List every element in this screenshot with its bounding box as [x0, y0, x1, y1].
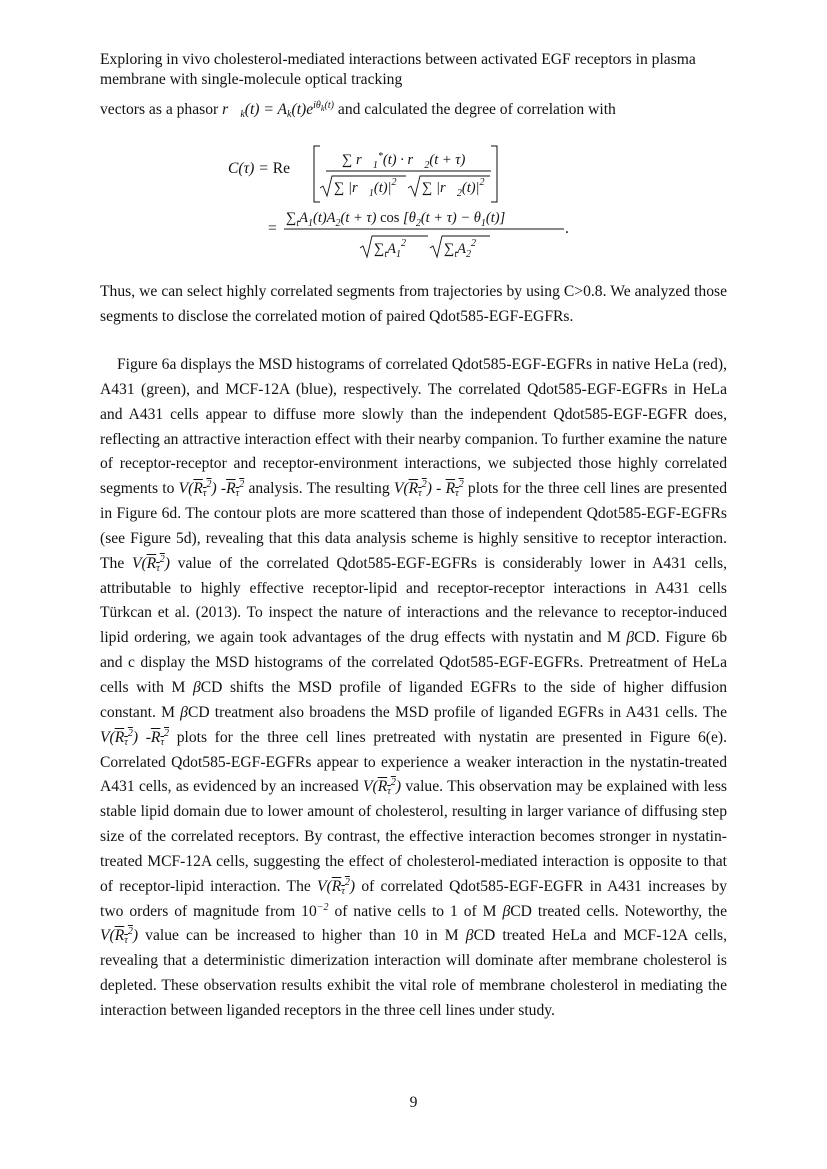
fraction1-denominator-b: ∑ $|r⃗_2(t)|^2$ — [422, 177, 485, 199]
paragraph-msd-analysis: Figure 6a displays the MSD histograms of correlated Qdot585-EGF-EGFRs in native HeLa (red), A431 (green), and MCF-12A (blue), respectively. The correlated Qdot585-EGF-EGFRs in HeLa and A431 cells appear to diffuse more slowly than the independent Qdot585-EGF-EGFR does, reflecting an attractive interaction effect with their nearby companion. To further examine the nature of receptor-receptor and receptor-environment interactions, we subjected those highly correlated segments to $V(R_\tau^2)$ $-R_\tau^2$ analysis. The resulting $V(R_\tau^2) - R_\tau^2$ plots for the three cell lines are presented in Figure 6d. The contour plots are more scattered than those of independent Qdot585-EGF-EGFRs (see Figure 5d), revealing that this data analysis scheme is highly sensitive to receptor interaction. The $V(R_\tau^2)$ value of the correlated Qdot585-EGF-EGFRs is considerably lower in A431 cells, attributable to highly effective receptor-lipid and receptor-receptor interactions in A431 cells Türkcan et al. (2013). To inspect the nature of interactions and the relevance to receptor-induced lipid ordering, we again took advantages of the drug effects with nystatin and M βCD. Figure 6b and c display the MSD histograms of the correlated Qdot585-EGF-EGFRs. Pretreatment of HeLa cells with M βCD shifts the MSD profile of liganded EGFRs to the side of higher diffusion constant. M βCD treatment also broadens the MSD profile of liganded EGFRs in A431 cells. The $V(R_\tau^2)$ $-R_\tau^2$ plots for the three cell lines pretreated with nystatin are presented in Figure 6(e). Correlated Qdot585-EGF-EGFRs appear to experience a weaker interaction in the nystatin-treated A431 cells, as evidenced by an increased $V(R_\tau^2)$ value. This observation may be explained with less stable lipid domain due to lower amount of cholesterol, resulting in larger variance of diffusing step size of the correlated receptors. By contrast, the effective interaction becomes stronger in nystatin-treated MCF-12A cells, suggesting the effect of cholesterol-mediated interaction is opposite to that of receptor-lipid interaction. The $V(R_\tau^2)$ of correlated Qdot585-EGF-EGFR in A431 increases by two orders of magnitude from $10^{-2}$ of native cells to 1 of M βCD treated cells. Noteworthy, the $V(R_\tau^2)$ value can be increased to higher than 10 in M βCD treated HeLa and MCF-12A cells, revealing that a deterministic dimerization interaction will dominate after membrane cholesterol is depleted. These observation results exhibit the vital role of membrane cholesterol in mediating the interaction between liganded receptors in the three cell lines under study. — [100, 356, 728, 1019]
variance-expression: $V(R_\tau^2)$ — [100, 727, 139, 748]
fraction1-denominator-a: ∑ $|r⃗_1(t)|^2$ — [334, 177, 397, 199]
text-run: Figure 6a displays the MSD histograms of correlated Qdot585-EGF-EGFRs in native HeLa (red), A431 (green), and MCF-12A (blue), respectively. The correlated Qdot585-EGF-EGFRs in HeLa and A431 cells appear to diffuse more slowly than the independent Qdot585-EGF-EGFR does, reflecting an attractive interaction effect with their nearby companion. To further examine the nature of receptor-receptor and receptor-environment interactions, we subjected those highly correlated segments to — [100, 356, 727, 498]
mean-expression: $R_\tau^2$ — [445, 479, 464, 500]
text-run: CD shifts the MSD profile of liganded EGFRs to the side of higher diffusion constant. M — [100, 678, 727, 721]
equation-lhs: C(τ) = Re — [228, 160, 291, 177]
variance-expression: $V(R_\tau^2)$ — [131, 553, 170, 574]
text-run: CD. Figure 6b and c display the MSD histograms of the correlated Qdot585-EGF-EGFRs. Pretreatment of HeLa cells with M — [100, 629, 728, 696]
phasor-formula: $r⃗_k(t) = A_k(t)e^{i\theta_k(t)}$ — [222, 100, 334, 120]
fraction2-denominator-a: $\sum_tA_1^2$ — [374, 238, 406, 260]
text-run: of correlated Qdot585-EGF-EGFR in A431 increases by two orders of magnitude from 10 — [100, 877, 727, 920]
beta-symbol: β — [192, 678, 201, 696]
variance-expression: $V(R_\tau^2)$ — [362, 777, 402, 798]
intro-line — [100, 100, 740, 120]
fraction2-numerator: $\sum_tA_1(t)A_2(t + \tau)$ $\cos [\theta_2(t + \tau) - \theta_1(t)]$ — [286, 210, 506, 229]
mean-expression: $R_\tau^2$ — [226, 479, 245, 500]
text-run: value of the correlated Qdot585-EGF-EGFRs is considerably lower in A431 cells, attributable to highly effective receptor-lipid and receptor-receptor interactions in A431 cells Türkcan et al. (2013). To inspect the nature of interactions and the relevance to receptor-induced lipid ordering, we again took advantages of the drug effects with nystatin and M — [100, 554, 727, 647]
text-run: value. This observation may be explained with less stable lipid domain due to lower amount of cholesterol, resulting in larger variance of diffusing step size of the correlated receptors. By contrast, the effective interaction becomes stronger in nystatin-treated MCF-12A cells, suggesting the effect of cholesterol-mediated interaction is opposite to that of receptor-lipid interaction. The — [100, 778, 727, 895]
variance-expression: $V(R_\tau^2)$ — [317, 876, 356, 897]
intro-before: vectors as a phasor — [100, 101, 223, 118]
variance-expression: $V(R_\tau^2)$ — [393, 479, 432, 500]
beta-symbol: β — [180, 703, 188, 721]
correlation-equation — [0, 140, 827, 270]
text-run: analysis. The resulting — [244, 480, 394, 498]
equation-end: . — [565, 220, 569, 237]
equation-equals: = — [268, 220, 277, 237]
right-bracket — [491, 146, 497, 202]
paragraph-selection: Thus, we can select highly correlated segments from trajectories by using C>0.8. We analyzed those segments to disclose the correlated motion of paired Qdot585-EGF-EGFRs. — [100, 283, 727, 325]
text-run: plots for the three cell lines are presented in Figure 6d. The contour plots are more scattered than those of independent Qdot585-EGF-EGFRs (see Figure 5d), revealing that this data analysis scheme is highly sensitive to receptor interaction. The — [100, 480, 728, 572]
running-header: Exploring in vivo cholesterol-mediated interactions between activated EGF receptors in plasma membrane with single-molecule optical tracking — [100, 51, 696, 88]
text-run: CD treated HeLa and MCF-12A cells, revealing that a deterministic dimerization interaction will dominate after membrane cholesterol is depleted. These observation results exhibit the vital role of membrane cholesterol in mediating the interaction between liganded receptors in the three cell lines under study. — [100, 927, 727, 1019]
fraction1-numerator: ∑ $r⃗_1^*(t)$ · $r⃗_2(t + \tau)$ — [342, 151, 466, 171]
text-run: CD treatment also broadens the MSD profile of liganded EGFRs in A431 cells. The — [187, 703, 727, 721]
variance-expression: $V(R_\tau^2)$ — [178, 479, 217, 500]
page-number: 9 — [409, 1094, 418, 1111]
variance-expression: $V(R_\tau^2)$ — [100, 926, 139, 947]
text-run: value can be increased to higher than 10 in M — [138, 927, 466, 945]
beta-symbol: β — [502, 902, 511, 920]
text-run: of native cells to 1 of M — [328, 902, 503, 920]
text-run: plots for the three cell lines pretreated with nystatin are presented in Figure 6(e). Correlated Qdot585-EGF-EGFRs appear to experience a weaker interaction in the nystatin-treated A431 cells, as evidenced by an increased — [100, 728, 727, 796]
exponent: −2 — [316, 901, 329, 913]
beta-symbol: β — [626, 629, 635, 647]
text-run: CD treated cells. Noteworthy, the — [510, 902, 727, 920]
beta-symbol: β — [465, 927, 474, 945]
fraction2-denominator-b: $\sum_tA_2^2$ — [444, 238, 476, 260]
intro-after: and calculated the degree of correlation with — [334, 101, 616, 118]
left-bracket — [314, 146, 320, 202]
mean-expression: $R_\tau^2$ — [150, 727, 170, 748]
